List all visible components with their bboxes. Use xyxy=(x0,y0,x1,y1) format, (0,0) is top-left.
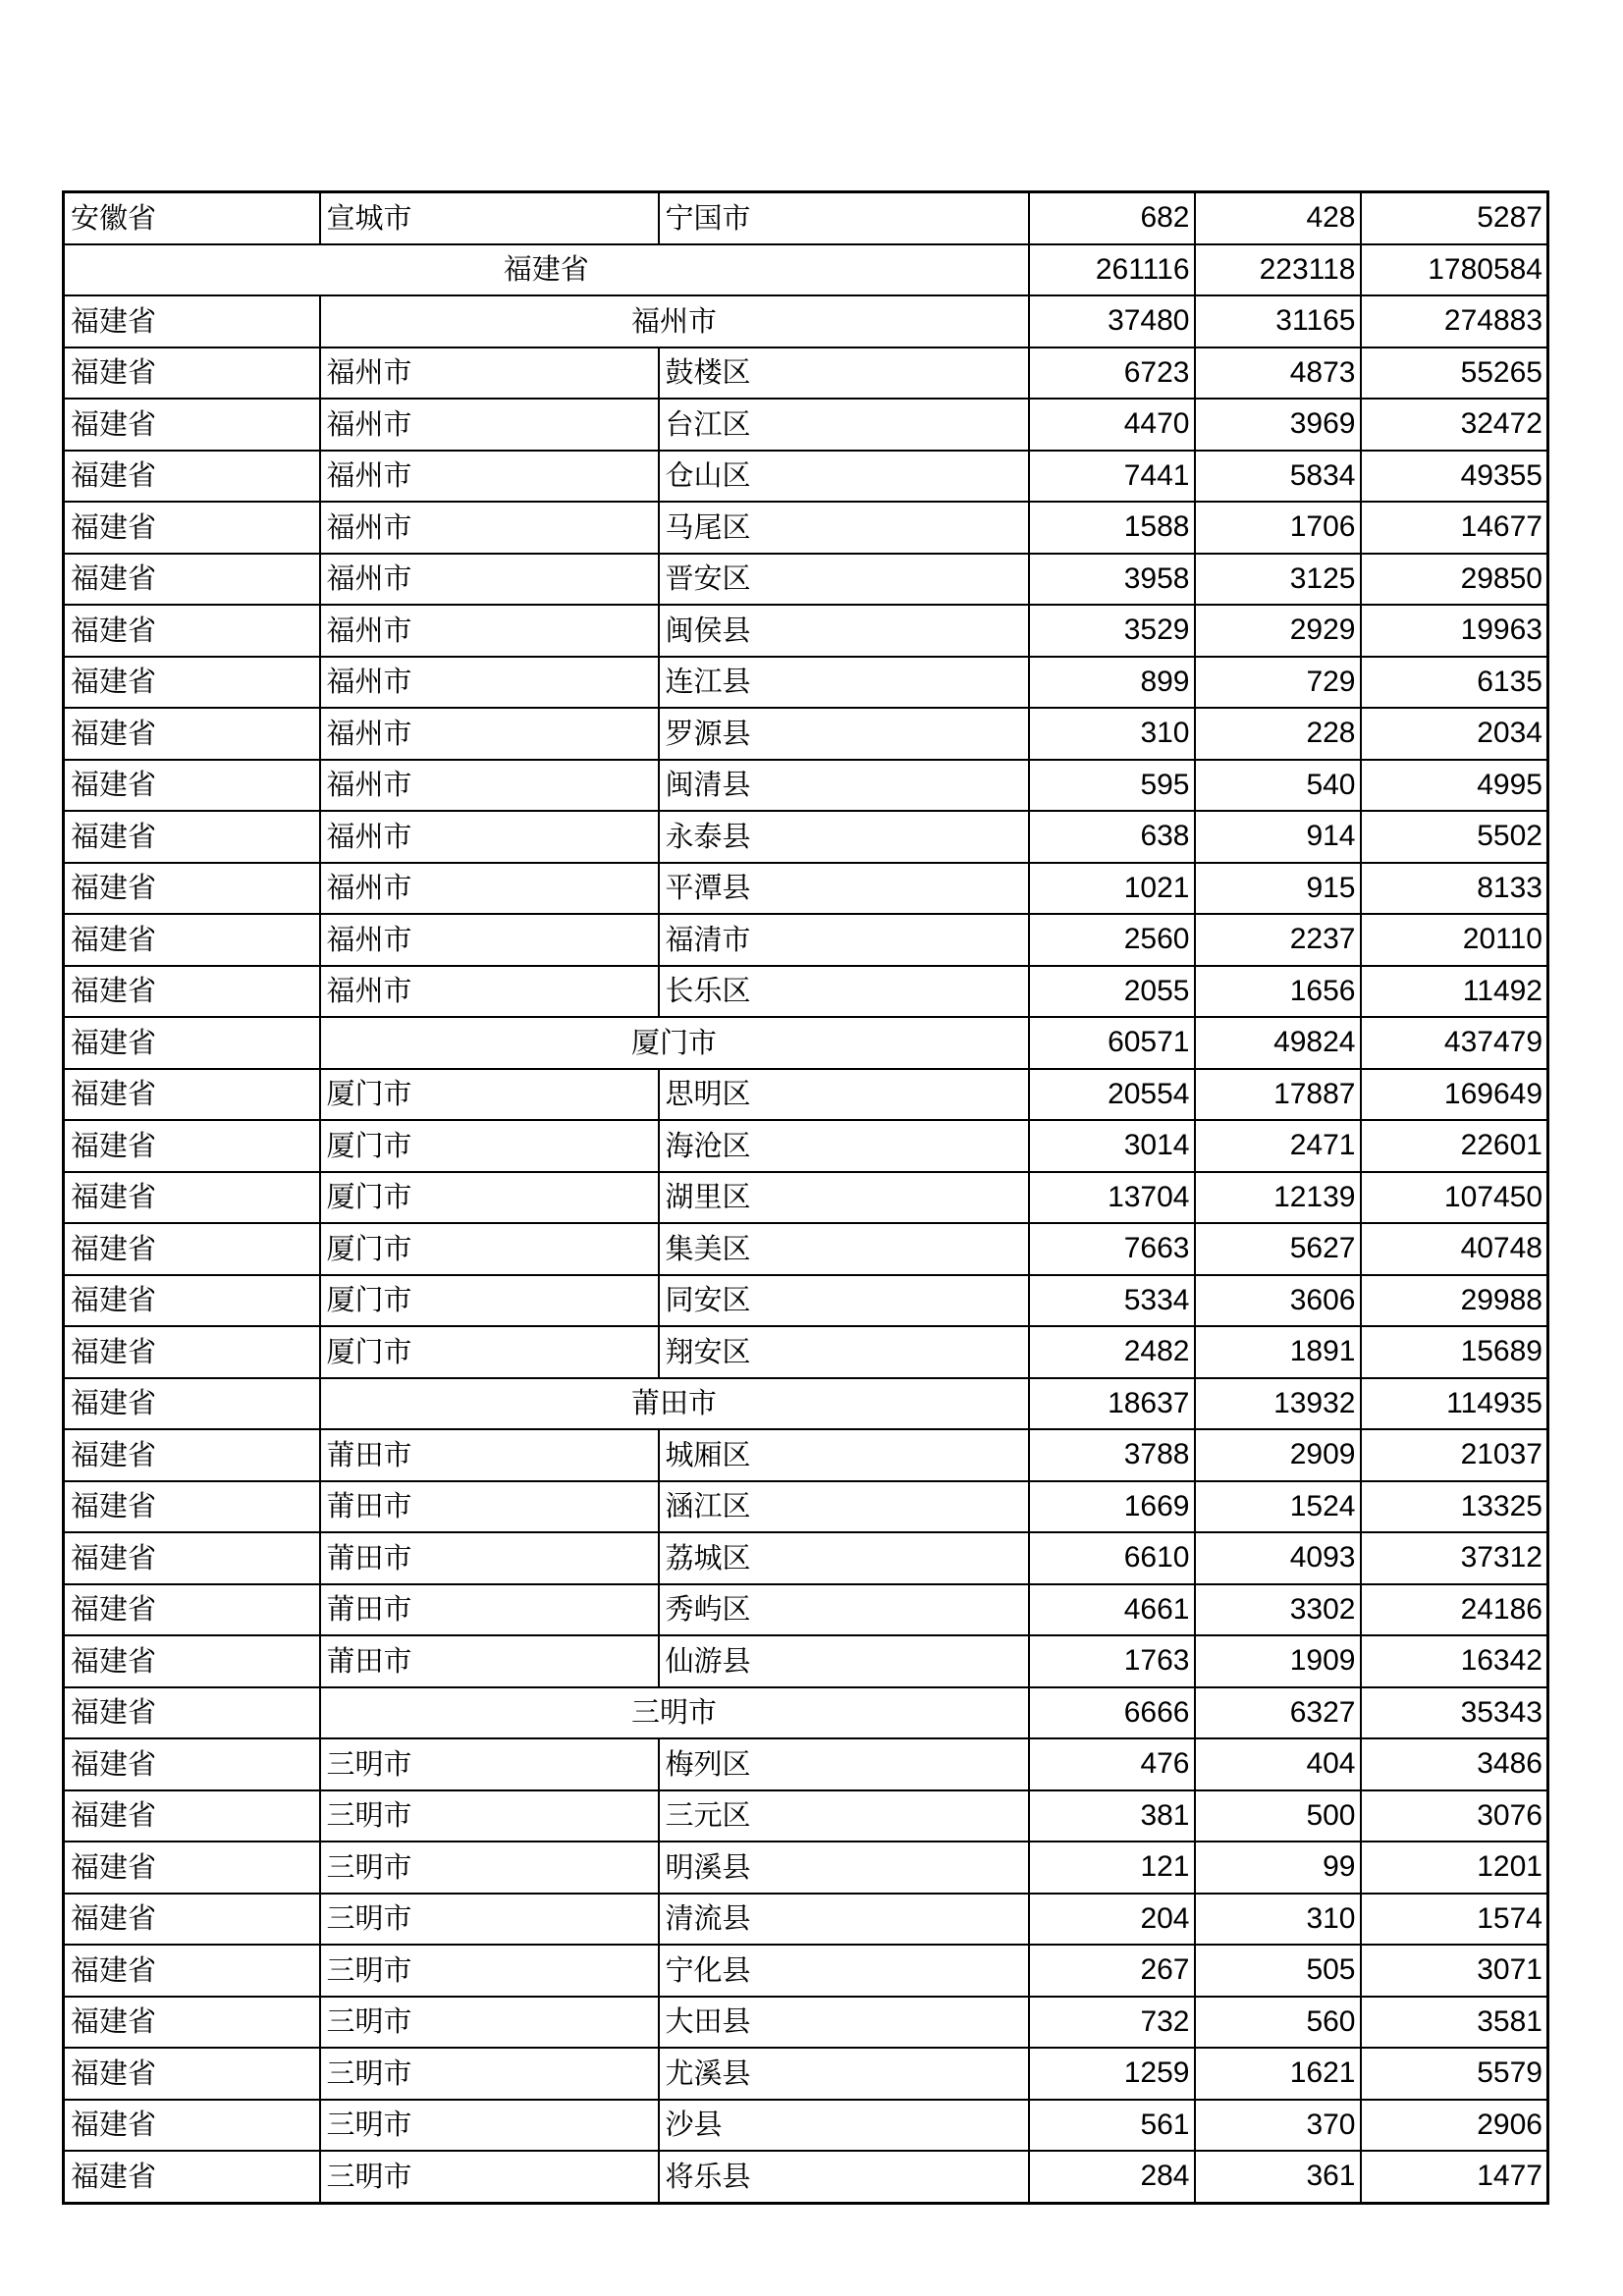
value-cell-3: 1201 xyxy=(1361,1842,1548,1894)
value-cell-3: 55265 xyxy=(1361,347,1548,400)
table-row xyxy=(64,451,1548,503)
city-total-label: 厦门市 xyxy=(320,1017,1029,1069)
city-total-label: 莆田市 xyxy=(320,1378,1029,1430)
value-cell-2: 31165 xyxy=(1195,295,1361,347)
value-cell-2: 3606 xyxy=(1195,1275,1361,1327)
value-cell-1: 3014 xyxy=(1029,1120,1195,1172)
district-cell: 宁化县 xyxy=(659,1945,1029,1997)
table-row xyxy=(64,657,1548,709)
table-row xyxy=(64,605,1548,657)
table-row xyxy=(64,966,1548,1018)
value-cell-3: 169649 xyxy=(1361,1069,1548,1121)
value-cell-2: 6327 xyxy=(1195,1687,1361,1739)
value-cell-1: 267 xyxy=(1029,1945,1195,1997)
value-cell-1: 204 xyxy=(1029,1894,1195,1946)
district-cell: 秀屿区 xyxy=(659,1584,1029,1636)
city-total-row xyxy=(64,295,1548,347)
value-cell-2: 17887 xyxy=(1195,1069,1361,1121)
table-row xyxy=(64,1069,1548,1121)
province-cell: 福建省 xyxy=(64,708,320,760)
value-cell-3: 11492 xyxy=(1361,966,1548,1018)
value-cell-3: 21037 xyxy=(1361,1429,1548,1481)
province-cell: 福建省 xyxy=(64,1842,320,1894)
table-row xyxy=(64,2048,1548,2100)
table-row xyxy=(64,2151,1548,2203)
province-cell: 福建省 xyxy=(64,1635,320,1687)
table-row xyxy=(64,347,1548,400)
value-cell-1: 1021 xyxy=(1029,863,1195,915)
value-cell-3: 15689 xyxy=(1361,1326,1548,1378)
table-row xyxy=(64,863,1548,915)
city-cell: 福州市 xyxy=(320,863,659,915)
city-cell: 宣城市 xyxy=(320,192,659,244)
province-cell: 福建省 xyxy=(64,1894,320,1946)
value-cell-1: 5334 xyxy=(1029,1275,1195,1327)
city-cell: 福州市 xyxy=(320,914,659,966)
value-cell-2: 1706 xyxy=(1195,502,1361,554)
value-cell-1: 381 xyxy=(1029,1790,1195,1842)
value-cell-2: 3302 xyxy=(1195,1584,1361,1636)
table-row xyxy=(64,1635,1548,1687)
value-cell-1: 261116 xyxy=(1029,244,1195,296)
value-cell-1: 1259 xyxy=(1029,2048,1195,2100)
table-row xyxy=(64,2100,1548,2152)
district-cell: 思明区 xyxy=(659,1069,1029,1121)
value-cell-3: 20110 xyxy=(1361,914,1548,966)
city-total-row xyxy=(64,1687,1548,1739)
city-cell: 三明市 xyxy=(320,2048,659,2100)
district-cell: 城厢区 xyxy=(659,1429,1029,1481)
value-cell-2: 914 xyxy=(1195,811,1361,863)
value-cell-3: 22601 xyxy=(1361,1120,1548,1172)
district-cell: 明溪县 xyxy=(659,1842,1029,1894)
value-cell-3: 35343 xyxy=(1361,1687,1548,1739)
district-cell: 闽清县 xyxy=(659,760,1029,812)
province-cell: 福建省 xyxy=(64,605,320,657)
value-cell-1: 18637 xyxy=(1029,1378,1195,1430)
table-row xyxy=(64,399,1548,451)
table-row xyxy=(64,811,1548,863)
value-cell-1: 595 xyxy=(1029,760,1195,812)
value-cell-2: 1891 xyxy=(1195,1326,1361,1378)
district-cell: 沙县 xyxy=(659,2100,1029,2152)
city-cell: 福州市 xyxy=(320,605,659,657)
table-row xyxy=(64,1997,1548,2049)
city-cell: 厦门市 xyxy=(320,1223,659,1275)
city-cell: 三明市 xyxy=(320,2151,659,2203)
district-cell: 连江县 xyxy=(659,657,1029,709)
value-cell-1: 2482 xyxy=(1029,1326,1195,1378)
province-cell: 福建省 xyxy=(64,1997,320,2049)
value-cell-1: 6666 xyxy=(1029,1687,1195,1739)
value-cell-1: 899 xyxy=(1029,657,1195,709)
district-cell: 宁国市 xyxy=(659,192,1029,244)
district-cell: 尤溪县 xyxy=(659,2048,1029,2100)
city-cell: 三明市 xyxy=(320,1790,659,1842)
district-cell: 永泰县 xyxy=(659,811,1029,863)
value-cell-2: 223118 xyxy=(1195,244,1361,296)
value-cell-2: 428 xyxy=(1195,192,1361,244)
table-row xyxy=(64,1584,1548,1636)
value-cell-3: 2906 xyxy=(1361,2100,1548,2152)
city-cell: 三明市 xyxy=(320,1894,659,1946)
table-row xyxy=(64,554,1548,606)
city-cell: 福州市 xyxy=(320,708,659,760)
table-row xyxy=(64,1945,1548,1997)
table-row xyxy=(64,1429,1548,1481)
value-cell-1: 732 xyxy=(1029,1997,1195,2049)
district-cell: 马尾区 xyxy=(659,502,1029,554)
city-cell: 福州市 xyxy=(320,451,659,503)
value-cell-2: 370 xyxy=(1195,2100,1361,2152)
value-cell-1: 3529 xyxy=(1029,605,1195,657)
table-row xyxy=(64,502,1548,554)
value-cell-1: 2055 xyxy=(1029,966,1195,1018)
value-cell-3: 14677 xyxy=(1361,502,1548,554)
value-cell-1: 310 xyxy=(1029,708,1195,760)
city-cell: 厦门市 xyxy=(320,1069,659,1121)
value-cell-3: 107450 xyxy=(1361,1172,1548,1224)
province-total-label: 福建省 xyxy=(64,244,1029,296)
value-cell-1: 682 xyxy=(1029,192,1195,244)
city-cell: 莆田市 xyxy=(320,1532,659,1584)
city-cell: 莆田市 xyxy=(320,1429,659,1481)
province-cell: 福建省 xyxy=(64,2151,320,2203)
value-cell-1: 1669 xyxy=(1029,1481,1195,1533)
value-cell-3: 114935 xyxy=(1361,1378,1548,1430)
district-cell: 集美区 xyxy=(659,1223,1029,1275)
value-cell-3: 49355 xyxy=(1361,451,1548,503)
province-cell: 福建省 xyxy=(64,502,320,554)
district-cell: 清流县 xyxy=(659,1894,1029,1946)
district-cell: 长乐区 xyxy=(659,966,1029,1018)
city-cell: 三明市 xyxy=(320,1842,659,1894)
table-row xyxy=(64,1275,1548,1327)
value-cell-3: 1574 xyxy=(1361,1894,1548,1946)
city-cell: 厦门市 xyxy=(320,1120,659,1172)
district-cell: 海沧区 xyxy=(659,1120,1029,1172)
city-cell: 三明市 xyxy=(320,2100,659,2152)
city-cell: 福州市 xyxy=(320,966,659,1018)
province-cell: 福建省 xyxy=(64,1687,320,1739)
province-cell: 福建省 xyxy=(64,811,320,863)
value-cell-2: 1656 xyxy=(1195,966,1361,1018)
value-cell-2: 361 xyxy=(1195,2151,1361,2203)
city-total-row xyxy=(64,1378,1548,1430)
city-total-row xyxy=(64,1017,1548,1069)
value-cell-3: 19963 xyxy=(1361,605,1548,657)
value-cell-1: 3958 xyxy=(1029,554,1195,606)
district-cell: 鼓楼区 xyxy=(659,347,1029,400)
province-cell: 福建省 xyxy=(64,2100,320,2152)
value-cell-3: 5287 xyxy=(1361,192,1548,244)
data-table xyxy=(62,190,1549,2205)
value-cell-2: 5834 xyxy=(1195,451,1361,503)
value-cell-2: 4093 xyxy=(1195,1532,1361,1584)
table-row xyxy=(64,914,1548,966)
province-cell: 福建省 xyxy=(64,1738,320,1790)
province-cell: 福建省 xyxy=(64,1584,320,1636)
district-cell: 罗源县 xyxy=(659,708,1029,760)
value-cell-2: 99 xyxy=(1195,1842,1361,1894)
value-cell-2: 2929 xyxy=(1195,605,1361,657)
value-cell-3: 2034 xyxy=(1361,708,1548,760)
value-cell-1: 7663 xyxy=(1029,1223,1195,1275)
province-cell: 福建省 xyxy=(64,657,320,709)
value-cell-3: 5502 xyxy=(1361,811,1548,863)
district-cell: 同安区 xyxy=(659,1275,1029,1327)
table-row xyxy=(64,1532,1548,1584)
value-cell-2: 505 xyxy=(1195,1945,1361,1997)
district-cell: 湖里区 xyxy=(659,1172,1029,1224)
province-cell: 福建省 xyxy=(64,1945,320,1997)
value-cell-1: 6723 xyxy=(1029,347,1195,400)
table-row xyxy=(64,1326,1548,1378)
value-cell-3: 8133 xyxy=(1361,863,1548,915)
value-cell-3: 3076 xyxy=(1361,1790,1548,1842)
value-cell-3: 1477 xyxy=(1361,2151,1548,2203)
value-cell-2: 560 xyxy=(1195,1997,1361,2049)
value-cell-1: 2560 xyxy=(1029,914,1195,966)
value-cell-2: 1524 xyxy=(1195,1481,1361,1533)
value-cell-2: 1909 xyxy=(1195,1635,1361,1687)
province-cell: 福建省 xyxy=(64,1481,320,1533)
value-cell-2: 540 xyxy=(1195,760,1361,812)
district-cell: 梅列区 xyxy=(659,1738,1029,1790)
value-cell-2: 915 xyxy=(1195,863,1361,915)
table-row xyxy=(64,1842,1548,1894)
city-cell: 福州市 xyxy=(320,554,659,606)
value-cell-2: 310 xyxy=(1195,1894,1361,1946)
city-cell: 福州市 xyxy=(320,502,659,554)
district-cell: 三元区 xyxy=(659,1790,1029,1842)
value-cell-2: 12139 xyxy=(1195,1172,1361,1224)
city-cell: 福州市 xyxy=(320,657,659,709)
value-cell-3: 13325 xyxy=(1361,1481,1548,1533)
value-cell-2: 2909 xyxy=(1195,1429,1361,1481)
province-cell: 福建省 xyxy=(64,1223,320,1275)
value-cell-2: 729 xyxy=(1195,657,1361,709)
table-row xyxy=(64,1172,1548,1224)
province-cell: 福建省 xyxy=(64,554,320,606)
value-cell-3: 274883 xyxy=(1361,295,1548,347)
value-cell-3: 29850 xyxy=(1361,554,1548,606)
district-cell: 台江区 xyxy=(659,399,1029,451)
province-cell: 福建省 xyxy=(64,1120,320,1172)
city-cell: 莆田市 xyxy=(320,1584,659,1636)
value-cell-3: 29988 xyxy=(1361,1275,1548,1327)
value-cell-1: 20554 xyxy=(1029,1069,1195,1121)
value-cell-1: 7441 xyxy=(1029,451,1195,503)
value-cell-1: 561 xyxy=(1029,2100,1195,2152)
table-row xyxy=(64,1894,1548,1946)
value-cell-1: 3788 xyxy=(1029,1429,1195,1481)
value-cell-2: 1621 xyxy=(1195,2048,1361,2100)
table-row xyxy=(64,1738,1548,1790)
city-cell: 厦门市 xyxy=(320,1172,659,1224)
value-cell-2: 13932 xyxy=(1195,1378,1361,1430)
value-cell-3: 1780584 xyxy=(1361,244,1548,296)
province-cell: 福建省 xyxy=(64,1532,320,1584)
city-cell: 厦门市 xyxy=(320,1275,659,1327)
value-cell-3: 5579 xyxy=(1361,2048,1548,2100)
value-cell-3: 24186 xyxy=(1361,1584,1548,1636)
district-cell: 仓山区 xyxy=(659,451,1029,503)
value-cell-2: 5627 xyxy=(1195,1223,1361,1275)
province-cell: 福建省 xyxy=(64,347,320,400)
value-cell-3: 6135 xyxy=(1361,657,1548,709)
province-cell: 福建省 xyxy=(64,399,320,451)
value-cell-2: 4873 xyxy=(1195,347,1361,400)
city-cell: 福州市 xyxy=(320,347,659,400)
value-cell-1: 1763 xyxy=(1029,1635,1195,1687)
value-cell-1: 638 xyxy=(1029,811,1195,863)
city-cell: 厦门市 xyxy=(320,1326,659,1378)
city-cell: 三明市 xyxy=(320,1738,659,1790)
table-row xyxy=(64,1481,1548,1533)
value-cell-1: 284 xyxy=(1029,2151,1195,2203)
table-row xyxy=(64,1790,1548,1842)
province-cell: 福建省 xyxy=(64,1017,320,1069)
value-cell-1: 476 xyxy=(1029,1738,1195,1790)
province-cell: 福建省 xyxy=(64,1429,320,1481)
city-cell: 三明市 xyxy=(320,1945,659,1997)
district-cell: 晋安区 xyxy=(659,554,1029,606)
district-cell: 福清市 xyxy=(659,914,1029,966)
value-cell-2: 2237 xyxy=(1195,914,1361,966)
city-cell: 莆田市 xyxy=(320,1481,659,1533)
value-cell-1: 37480 xyxy=(1029,295,1195,347)
district-cell: 将乐县 xyxy=(659,2151,1029,2203)
province-cell: 福建省 xyxy=(64,1172,320,1224)
city-total-label: 福州市 xyxy=(320,295,1029,347)
city-cell: 三明市 xyxy=(320,1997,659,2049)
city-cell: 福州市 xyxy=(320,811,659,863)
province-cell: 福建省 xyxy=(64,1790,320,1842)
table-row xyxy=(64,760,1548,812)
province-cell: 福建省 xyxy=(64,1378,320,1430)
district-cell: 大田县 xyxy=(659,1997,1029,2049)
value-cell-3: 4995 xyxy=(1361,760,1548,812)
value-cell-1: 13704 xyxy=(1029,1172,1195,1224)
value-cell-2: 228 xyxy=(1195,708,1361,760)
table-row xyxy=(64,1120,1548,1172)
table-row xyxy=(64,1223,1548,1275)
value-cell-2: 49824 xyxy=(1195,1017,1361,1069)
province-cell: 福建省 xyxy=(64,863,320,915)
district-cell: 仙游县 xyxy=(659,1635,1029,1687)
value-cell-3: 40748 xyxy=(1361,1223,1548,1275)
value-cell-3: 3486 xyxy=(1361,1738,1548,1790)
district-cell: 荔城区 xyxy=(659,1532,1029,1584)
value-cell-1: 6610 xyxy=(1029,1532,1195,1584)
value-cell-2: 3969 xyxy=(1195,399,1361,451)
province-cell: 福建省 xyxy=(64,914,320,966)
value-cell-2: 500 xyxy=(1195,1790,1361,1842)
district-cell: 平潭县 xyxy=(659,863,1029,915)
table-row xyxy=(64,192,1548,244)
city-cell: 福州市 xyxy=(320,399,659,451)
value-cell-3: 37312 xyxy=(1361,1532,1548,1584)
district-cell: 闽侯县 xyxy=(659,605,1029,657)
value-cell-1: 121 xyxy=(1029,1842,1195,1894)
province-cell: 福建省 xyxy=(64,1069,320,1121)
province-total-row xyxy=(64,244,1548,296)
province-cell: 福建省 xyxy=(64,760,320,812)
value-cell-1: 1588 xyxy=(1029,502,1195,554)
value-cell-3: 16342 xyxy=(1361,1635,1548,1687)
value-cell-3: 3581 xyxy=(1361,1997,1548,2049)
province-cell: 福建省 xyxy=(64,1275,320,1327)
city-total-label: 三明市 xyxy=(320,1687,1029,1739)
value-cell-1: 60571 xyxy=(1029,1017,1195,1069)
district-cell: 涵江区 xyxy=(659,1481,1029,1533)
district-cell: 翔安区 xyxy=(659,1326,1029,1378)
province-cell: 安徽省 xyxy=(64,192,320,244)
city-cell: 福州市 xyxy=(320,760,659,812)
table-row xyxy=(64,708,1548,760)
value-cell-1: 4661 xyxy=(1029,1584,1195,1636)
value-cell-3: 437479 xyxy=(1361,1017,1548,1069)
city-cell: 莆田市 xyxy=(320,1635,659,1687)
value-cell-3: 3071 xyxy=(1361,1945,1548,1997)
value-cell-2: 404 xyxy=(1195,1738,1361,1790)
value-cell-2: 3125 xyxy=(1195,554,1361,606)
province-cell: 福建省 xyxy=(64,451,320,503)
value-cell-1: 4470 xyxy=(1029,399,1195,451)
value-cell-2: 2471 xyxy=(1195,1120,1361,1172)
province-cell: 福建省 xyxy=(64,2048,320,2100)
province-cell: 福建省 xyxy=(64,966,320,1018)
province-cell: 福建省 xyxy=(64,295,320,347)
province-cell: 福建省 xyxy=(64,1326,320,1378)
table-body xyxy=(64,192,1548,2204)
value-cell-3: 32472 xyxy=(1361,399,1548,451)
